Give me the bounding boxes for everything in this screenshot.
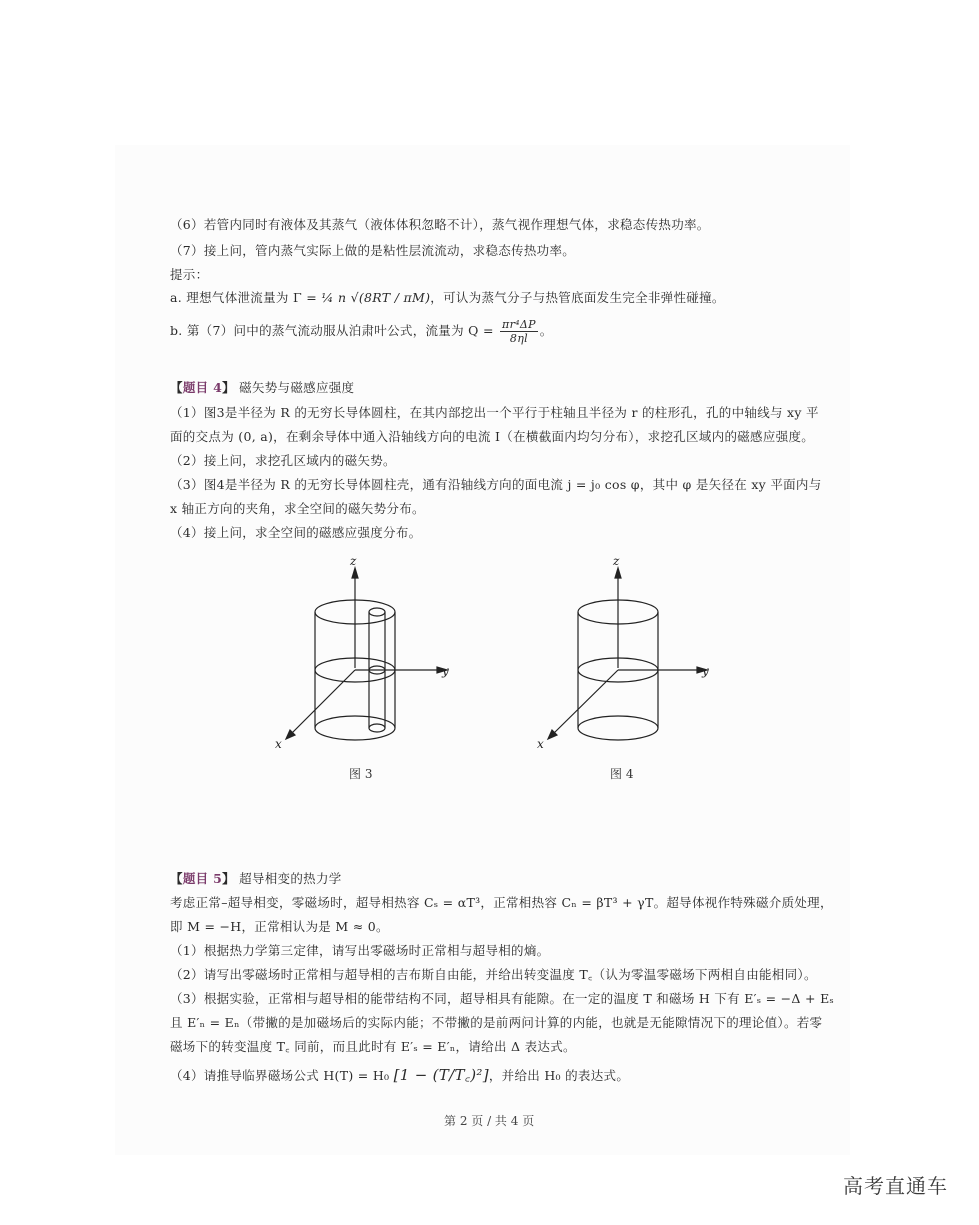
x-axis-label: x	[537, 737, 544, 751]
page-number: 第 2 页 / 共 4 页	[444, 1114, 535, 1128]
problem-5-tag: 题目 5	[182, 871, 223, 886]
p5-question-3-line-3: 磁场下的转变温度 T꜀ 同前，而且此时有 E′ₛ = E′ₙ，请给出 Δ 表达式。	[170, 1039, 576, 1054]
p4-question-3-line-2: x 轴正方向的夹角，求全空间的磁矢势分布。	[170, 501, 425, 516]
figure-3-caption: 图 3	[349, 767, 373, 781]
figure-4-cylinder-shell	[520, 550, 720, 760]
watermark: 高考直通车	[843, 1174, 948, 1198]
hint-label: 提示：	[170, 267, 209, 282]
p5-intro-line-2: 即 M = −H，正常相认为是 M ≈ 0。	[170, 919, 389, 934]
hint-a-prefix: a. 理想气体泄流量为 Γ =	[170, 290, 322, 305]
p5-q4-prefix: （4）请推导临界磁场公式 H(T) = H₀	[170, 1068, 390, 1083]
problem-5-title: 超导相变的热力学	[239, 871, 342, 886]
x-axis-label: x	[275, 737, 282, 751]
figure-3-cylinder-with-hole	[260, 550, 460, 760]
p4-question-3-line-1: （3）图4是半径为 R 的无穷长导体圆柱壳，通有沿轴线方向的面电流 j = j₀ cos φ，其中 φ 是矢径在 xy 平面内与	[170, 477, 822, 492]
p5-question-3-line-2: 且 E′ₙ = Eₙ（带撇的是加磁场后的实际内能；不带撇的是前两问计算的内能，也就是无能隙情况下的理论值）。若零	[170, 1015, 823, 1030]
poiseuille-formula: $\frac{\text{πr⁴ΔP}}{8\eta l}$	[502, 318, 536, 345]
p5-question-2: （2）请写出零磁场时正常相与超导相的吉布斯自由能，并给出转变温度 T꜀（认为零温零磁场下两相自由能相同）。	[170, 967, 817, 982]
question-6: （6）若管内同时有液体及其蒸气（液体体积忽略不计），蒸气视作理想气体，求稳态传热功率。	[170, 217, 710, 232]
p4-question-2: （2）接上问，求挖孔区域内的磁矢势。	[170, 453, 396, 468]
z-axis-label: z	[350, 554, 357, 568]
problem-5-header: 【题目 5】 超导相变的热力学	[170, 871, 342, 886]
hint-a-formula: ¼ n √(8RT / πM)	[321, 290, 431, 305]
p4-question-4: （4）接上问，求全空间的磁感应强度分布。	[170, 525, 422, 540]
problem-4-tag: 题目 4	[182, 380, 223, 395]
z-axis-label: z	[613, 554, 620, 568]
hint-a	[170, 289, 725, 307]
y-axis-label: y	[442, 664, 449, 678]
hint-b-prefix: b. 第（7）问中的蒸气流动服从泊肃叶公式，流量为 Q =	[170, 323, 499, 338]
p5-question-1: （1）根据热力学第三定律，请写出零磁场时正常相与超导相的熵。	[170, 943, 550, 958]
question-7: （7）接上问，管内蒸气实际上做的是粘性层流流动，求稳态传热功率。	[170, 243, 576, 258]
hint-b-suffix: 。	[539, 323, 553, 338]
problem-4-header: 【题目 4】 磁矢势与磁感应强度	[170, 380, 355, 395]
p5-question-4	[170, 1066, 629, 1085]
p5-q4-suffix: ，并给出 H₀ 的表达式。	[488, 1068, 630, 1083]
p5-intro-line-1: 考虑正常–超导相变，零磁场时，超导相热容 Cₛ = αT³，正常相热容 Cₙ = βT³ + γT。超导体视作特殊磁介质处理，	[170, 895, 833, 910]
problem-4-title: 磁矢势与磁感应强度	[239, 380, 355, 395]
p4-question-1-line-2: 面的交点为 (0, a)，在剩余导体中通入沿轴线方向的电流 I（在横截面内均匀分布），求挖孔区域内的磁感应强度。	[170, 429, 815, 444]
critical-field-formula: [1 − (T/T꜀)²]	[393, 1066, 489, 1084]
p4-question-1-line-1: （1）图3是半径为 R 的无穷长导体圆柱，在其内部挖出一个平行于柱轴且半径为 r 的柱形孔，孔的中轴线与 xy 平	[170, 405, 819, 420]
p5-question-3-line-1: （3）根据实验，正常相与超导相的能带结构不同，超导相具有能隙。在一定的温度 T 和磁场 H 下有 E′ₛ = −Δ + Eₛ	[170, 991, 835, 1006]
y-axis-label: y	[702, 664, 709, 678]
hint-a-suffix: ，可认为蒸气分子与热管底面发生完全非弹性碰撞。	[430, 290, 725, 305]
figure-4-caption: 图 4	[610, 767, 634, 781]
hint-b	[170, 318, 553, 345]
